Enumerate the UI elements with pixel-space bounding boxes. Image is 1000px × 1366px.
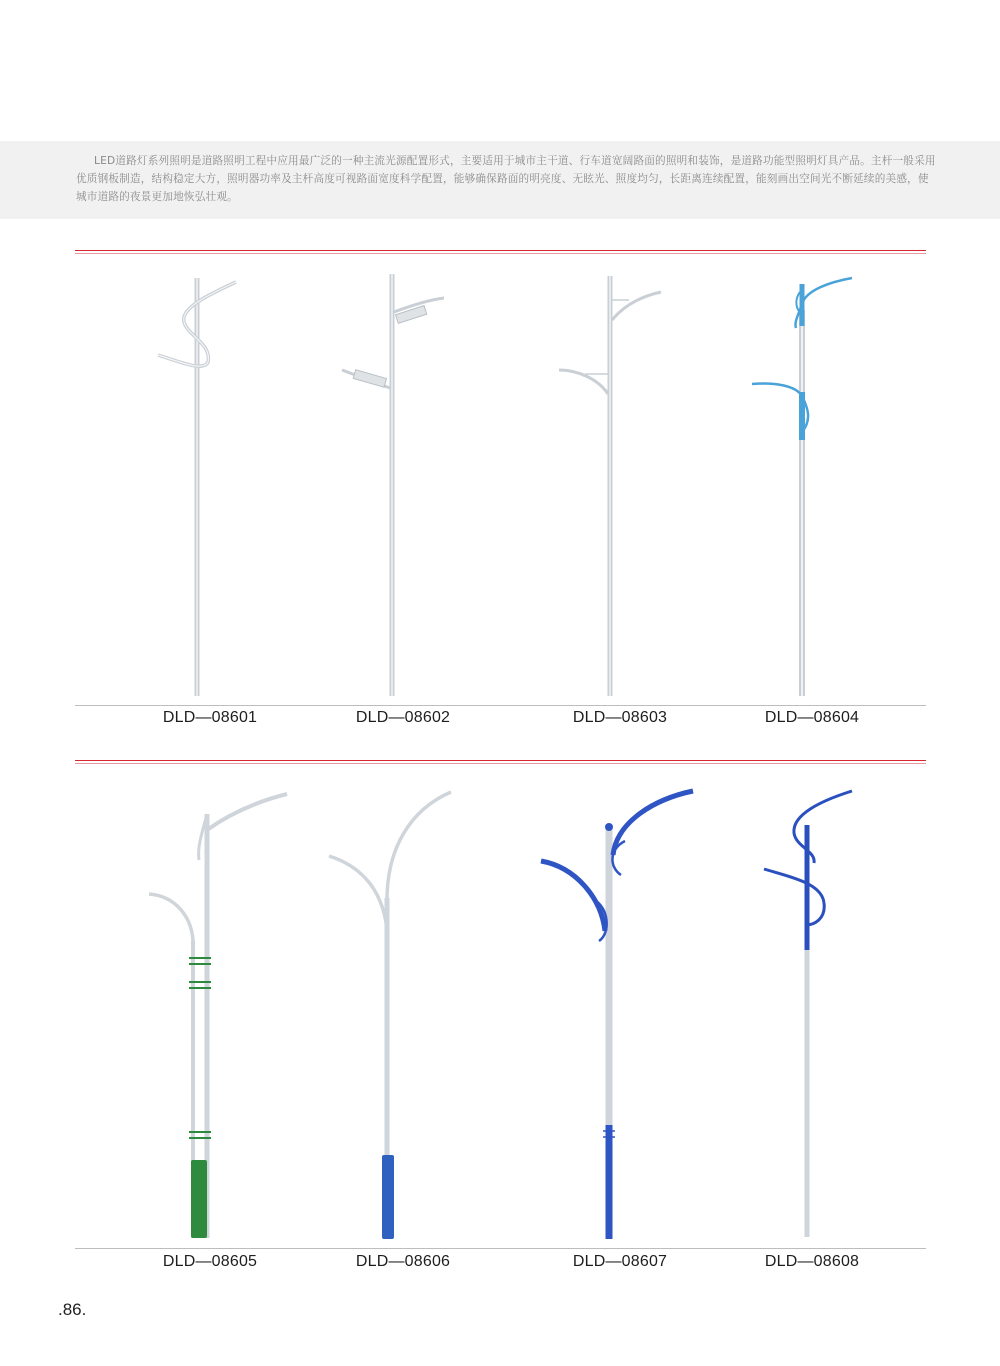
product-model-label: DLD—08604 <box>764 709 860 726</box>
led-head <box>353 370 386 387</box>
intro-paragraph: LED道路灯系列照明是道路照明工程中应用最广泛的一种主流光源配置形式，主要适用于城市主干道、行车道宽阔路面的照明和装饰，是道路功能型照明灯具产品。主杆一般采用优质钢板制造，结构稳定大方，照明器功率及主杆高度可视路面宽度科学配置，能够确保路面的明亮度、无眩光、照度均匀，长距离连续配置，能刻画出空间光不断延续的美感，使城市道路的夜景更加地恢弘壮观。 <box>76 155 936 203</box>
pole-illustration <box>325 790 465 1246</box>
row-baseline <box>75 1248 926 1249</box>
pole-illustration <box>150 270 250 700</box>
pole-illustration <box>145 790 295 1246</box>
section-divider-bottom <box>75 760 926 761</box>
product-model-label: DLD—08605 <box>162 1253 258 1270</box>
pole-illustration <box>555 270 665 700</box>
pole-illustration <box>760 785 870 1245</box>
product-model-label: DLD—08603 <box>572 709 668 726</box>
base-sleeve <box>191 1160 207 1238</box>
row-baseline <box>75 705 926 706</box>
base-sleeve <box>382 1155 394 1239</box>
pole-illustration <box>535 785 705 1245</box>
section-divider-top <box>75 250 926 251</box>
pole-illustration <box>750 270 860 700</box>
pole-illustration <box>340 270 450 700</box>
page-number: .86. <box>58 1300 87 1319</box>
product-model-label: DLD—08602 <box>355 709 451 726</box>
product-model-label: DLD—08606 <box>355 1253 451 1270</box>
product-model-label: DLD—08607 <box>572 1253 668 1270</box>
product-model-label: DLD—08601 <box>162 709 258 726</box>
product-model-label: DLD—08608 <box>764 1253 860 1270</box>
